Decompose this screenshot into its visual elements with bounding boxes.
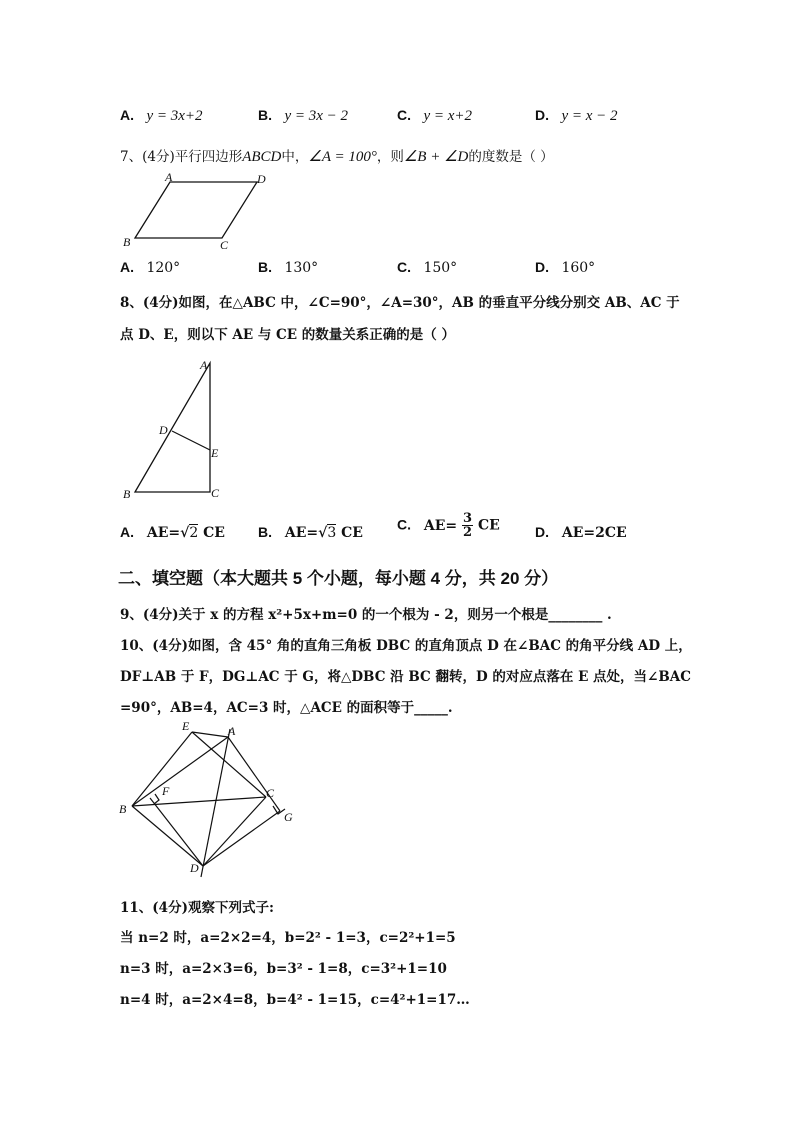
q6-option-c: C. y = x+2: [397, 107, 473, 124]
q10-stem-line2: DF⊥AB 于 F，DG⊥AC 于 G，将△DBC 沿 BC 翻转，D 的对应点落在 E 点处，当∠BAC: [120, 669, 692, 685]
label-b: B: [123, 487, 131, 501]
label-d: D: [159, 423, 168, 437]
q9-stem: 9、(4分)关于 x 的方程 x²+5x+m=0 的一个根为 - 2，则另一个根是________ .: [120, 607, 612, 623]
label-a: A: [200, 358, 208, 372]
label-b: B: [123, 235, 131, 249]
label-c: C: [220, 238, 229, 252]
label-a: A: [165, 170, 173, 184]
label-e: E: [211, 446, 219, 460]
q8-option-a: A. AE=√2 CE: [120, 524, 225, 541]
triangle-abc: [135, 363, 210, 492]
label-d: D: [257, 172, 266, 186]
label-c: C: [211, 486, 220, 500]
fraction: $\frac{3}{2}$: [463, 511, 473, 540]
segment-gd: [203, 811, 280, 866]
q8-stem-line2: 点 D、E，则以下 AE 与 CE 的数量关系正确的是（ ）: [120, 327, 455, 343]
q10-geometry-figure: [110, 715, 310, 885]
q7-stem: 7、(4分)平行四边形ABCD中，∠A = 100°，则∠B + ∠D的度数是（ ）: [120, 149, 554, 165]
q7-parallelogram-figure: [115, 170, 275, 255]
q6-option-d: D. y = x − 2: [535, 107, 618, 124]
label-a: A: [228, 724, 236, 738]
segment-fd: [150, 798, 203, 866]
segment-ec: [192, 732, 266, 797]
label-b: B: [119, 802, 127, 816]
q8-option-b: B. AE=√3 CE: [258, 524, 363, 541]
q10-stem-line1: 10、(4分)如图，含 45° 角的直角三角板 DBC 的直角顶点 D 在∠BAC 的角平分线 AD 上，: [120, 638, 692, 654]
q6-option-b: B. y = 3x − 2: [258, 107, 349, 124]
segment-cd: [203, 797, 266, 866]
q6-option-a: A. y = 3x+2: [120, 107, 203, 124]
q8-triangle-figure: [115, 355, 235, 505]
right-angle-mark-f: [154, 794, 159, 804]
sqrt-symbol: √: [180, 525, 190, 541]
q7-option-a: A. 120°: [120, 259, 181, 276]
label-g: G: [284, 810, 293, 824]
label-e: E: [182, 719, 190, 733]
q11-row-2: n=3 时，a=2×3=6，b=3² - 1=8，c=3²+1=10: [120, 961, 447, 977]
q8-option-c: C. AE= $\frac{3}{2}$ CE: [397, 511, 500, 540]
q7-option-b: B. 130°: [258, 259, 319, 276]
q10-stem-line3: =90°，AB=4，AC=3 时，△ACE 的面积等于_____.: [120, 700, 453, 716]
sqrt-symbol: √: [318, 525, 328, 541]
q7-option-d: D. 160°: [535, 259, 596, 276]
segment-ad: [201, 729, 230, 877]
q8-stem-line1: 8、(4分)如图，在△ABC 中，∠C=90°，∠A=30°，AB 的垂直平分线分别交 AB、AC 于: [120, 295, 680, 311]
parallelogram-shape: [135, 182, 257, 238]
q11-intro: 11、(4分)观察下列式子:: [120, 900, 274, 916]
section-title: 二、填空题（本大题共 5 个小题，每小题 4 分，共 20 分）: [118, 569, 559, 588]
label-f: F: [162, 784, 170, 798]
q7-option-c: C. 150°: [397, 259, 458, 276]
segment-bd: [132, 806, 203, 866]
q11-row-1: 当 n=2 时，a=2×2=4，b=2² - 1=3，c=2²+1=5: [120, 930, 456, 946]
label-d: D: [190, 861, 199, 875]
q8-option-d: D. AE=2CE: [535, 524, 627, 541]
bisector-de: [172, 431, 210, 450]
label-c: C: [266, 786, 275, 800]
q11-row-3: n=4 时，a=2×4=8，b=4² - 1=15，c=4²+1=17…: [120, 992, 470, 1008]
